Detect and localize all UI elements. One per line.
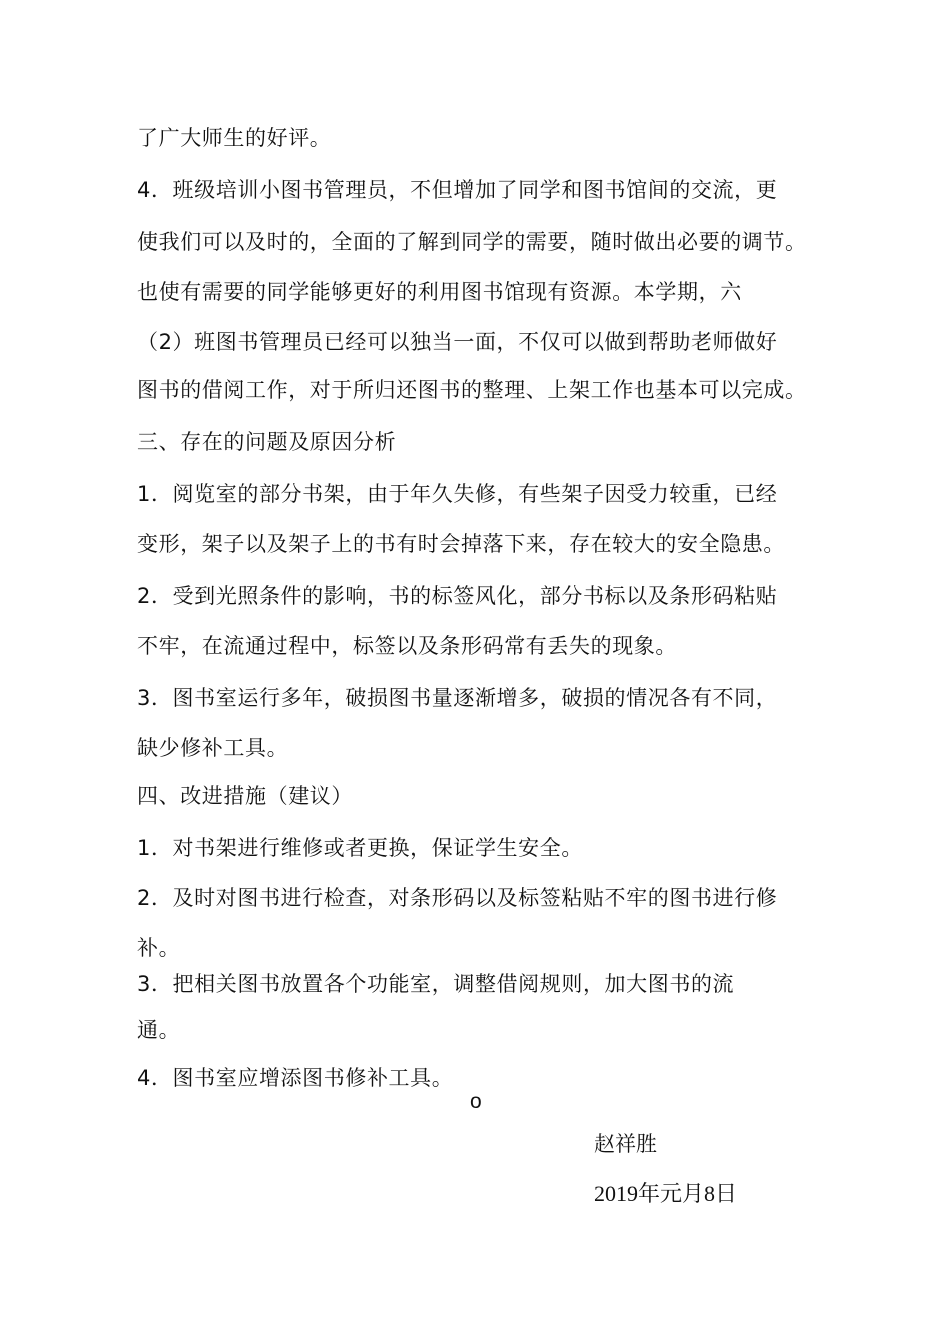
text-line: 4．班级培训小图书管理员，不但增加了同学和图书馆间的交流，更 (137, 178, 778, 202)
text-line: 1．阅览室的部分书架，由于年久失修，有些架子因受力较重，已经 (137, 482, 778, 506)
stray-mark: o (470, 1090, 482, 1113)
text-line: 3．把相关图书放置各个功能室，调整借阅规则，加大图书的流 (137, 972, 735, 996)
text-line: 补。 (137, 936, 181, 960)
text-line: 4．图书室应增添图书修补工具。 (137, 1066, 454, 1090)
text-line: 通。 (137, 1018, 181, 1042)
text-line: 2．受到光照条件的影响，书的标签风化，部分书标以及条形码粘贴 (137, 584, 778, 608)
text-line: 2．及时对图书进行检查，对条形码以及标签粘贴不牢的图书进行修 (137, 886, 778, 910)
text-line: （2）班图书管理员已经可以独当一面，不仅可以做到帮助老师做好 (137, 330, 778, 354)
text-line: 图书的借阅工作，对于所归还图书的整理、上架工作也基本可以完成。 (137, 378, 807, 402)
signature-date: 2019年元月8日 (594, 1181, 738, 1206)
text-line: 变形，架子以及架子上的书有时会掉落下来，存在较大的安全隐患。 (137, 532, 785, 556)
text-line: 不牢，在流通过程中，标签以及条形码常有丢失的现象。 (137, 634, 677, 658)
section-heading: 三、存在的问题及原因分析 (137, 430, 397, 454)
signature-name: 赵祥胜 (594, 1132, 657, 1156)
section-heading: 四、改进措施（建议） (137, 784, 353, 808)
text-line: 使我们可以及时的，全面的了解到同学的需要，随时做出必要的调节。 (137, 230, 807, 254)
text-line: 1．对书架进行维修或者更换，保证学生安全。 (137, 836, 583, 860)
text-line: 也使有需要的同学能够更好的利用图书馆现有资源。本学期，六 (137, 280, 742, 304)
text-line: 缺少修补工具。 (137, 736, 289, 760)
text-line: 3．图书室运行多年，破损图书量逐渐增多，破损的情况各有不同， (137, 686, 778, 710)
text-line: 了广大师生的好评。 (137, 126, 332, 150)
